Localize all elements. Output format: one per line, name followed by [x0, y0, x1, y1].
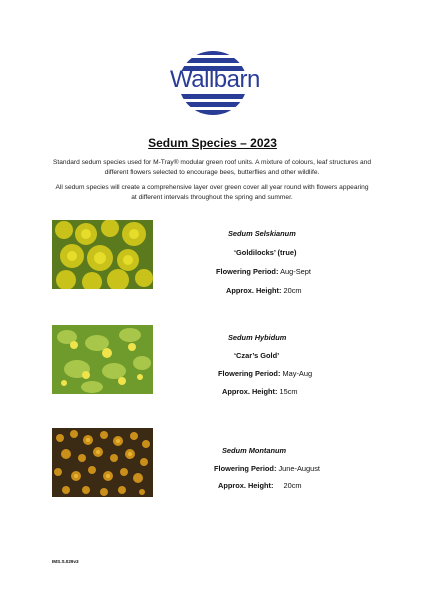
- plant-flowering-period: [218, 368, 312, 379]
- plant-approx-height: [226, 285, 302, 296]
- height-label: Approx. Height:: [222, 387, 278, 396]
- height-value: 15cm: [279, 387, 298, 396]
- logo-wordmark: Wallbarn: [170, 66, 260, 93]
- height-value: 20cm: [283, 481, 302, 490]
- flowering-label: Flowering Period:: [214, 464, 277, 473]
- flowering-value: June-August: [278, 464, 320, 473]
- plant-species: Sedum Montanum: [222, 446, 287, 455]
- plant-species: Sedum Selskianum: [228, 229, 296, 238]
- height-label: Approx. Height:: [226, 286, 282, 295]
- height-label: Approx. Height:: [218, 481, 274, 490]
- flowering-label: Flowering Period:: [216, 267, 279, 276]
- plant-photo-montanum: [52, 428, 153, 497]
- page-title: Sedum Species – 2023: [148, 136, 277, 150]
- plant-approx-height: [218, 480, 302, 491]
- wallbarn-logo: [170, 50, 260, 116]
- height-value: 20cm: [283, 286, 302, 295]
- document-reference: IMS.S.029v3: [52, 559, 79, 564]
- plant-species: Sedum Hybidum: [228, 333, 287, 342]
- plant-flowering-period: [216, 266, 311, 277]
- plant-approx-height: [222, 386, 298, 397]
- flowering-label: Flowering Period:: [218, 369, 281, 378]
- plant-cultivar: ‘Czar’s Gold’: [234, 351, 280, 360]
- flowering-value: Aug-Sept: [280, 267, 311, 276]
- plant-photo-selskianum: [52, 220, 153, 289]
- plant-flowering-period: [214, 463, 320, 474]
- intro-paragraph-2: All sedum species will create a comprehensive layer over green cover all year round with flowers appearing at different intervals throughout the spring and summer.: [55, 184, 369, 201]
- plant-photo-hybidum: [52, 325, 153, 394]
- intro-paragraph-1: Standard sedum species used for M-Tray® modular green roof units. A mixture of colours, leaf structures and different flowers selected to encourage bees, butterflies and other wildlife.: [53, 159, 371, 176]
- flowering-value: May-Aug: [282, 369, 313, 378]
- plant-cultivar: ‘Goldilocks’ (true): [234, 248, 297, 257]
